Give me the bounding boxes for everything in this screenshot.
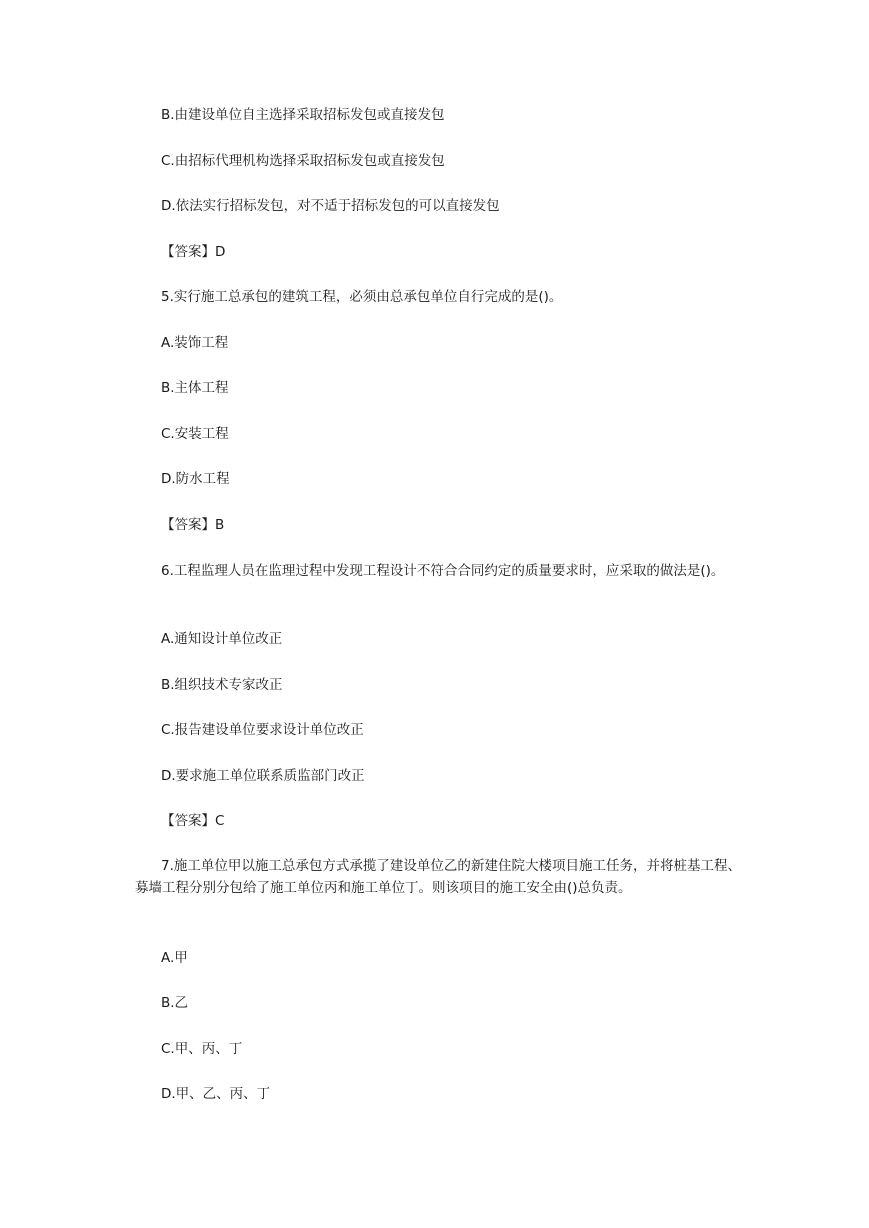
q5-stem: 5.实行施工总承包的建筑工程，必须由总承包单位自行完成的是()。 bbox=[161, 289, 563, 305]
q4-option-b: B.由建设单位自主选择采取招标发包或直接发包 bbox=[161, 107, 445, 123]
q6-answer: 【答案】C bbox=[161, 813, 225, 829]
q5-option-a: A.装饰工程 bbox=[161, 335, 229, 351]
q5-option-c: C.安装工程 bbox=[161, 426, 229, 442]
q6-option-c: C.报告建设单位要求设计单位改正 bbox=[161, 722, 364, 738]
q5-option-b: B.主体工程 bbox=[161, 380, 229, 396]
q7-option-b: B.乙 bbox=[161, 995, 189, 1011]
q7-option-d: D.甲、乙、丙、丁 bbox=[161, 1086, 271, 1102]
q7-option-a: A.甲 bbox=[161, 950, 188, 966]
q7-option-c: C.甲、丙、丁 bbox=[161, 1041, 243, 1057]
q5-answer: 【答案】B bbox=[161, 517, 225, 533]
q6-option-d: D.要求施工单位联系质监部门改正 bbox=[161, 768, 365, 784]
q4-option-c: C.由招标代理机构选择采取招标发包或直接发包 bbox=[161, 153, 445, 169]
q6-option-a: A.通知设计单位改正 bbox=[161, 631, 283, 647]
q4-answer: 【答案】D bbox=[161, 244, 226, 260]
q7-stem: 7.施工单位甲以施工总承包方式承揽了建设单位乙的新建住院大楼项目施工任务，并将桩基工程、募墙工程分别分包给了施工单位丙和施工单位丁。则该项目的施工安全由()总负责。 bbox=[135, 858, 741, 896]
q5-option-d: D.防水工程 bbox=[161, 471, 230, 487]
q6-stem: 6.工程监理人员在监理过程中发现工程设计不符合合同约定的质量要求时，应采取的做法是()。 bbox=[161, 563, 725, 579]
q4-option-d: D.依法实行招标发包，对不适于招标发包的可以直接发包 bbox=[161, 198, 500, 214]
q6-option-b: B.组织技术专家改正 bbox=[161, 677, 283, 693]
